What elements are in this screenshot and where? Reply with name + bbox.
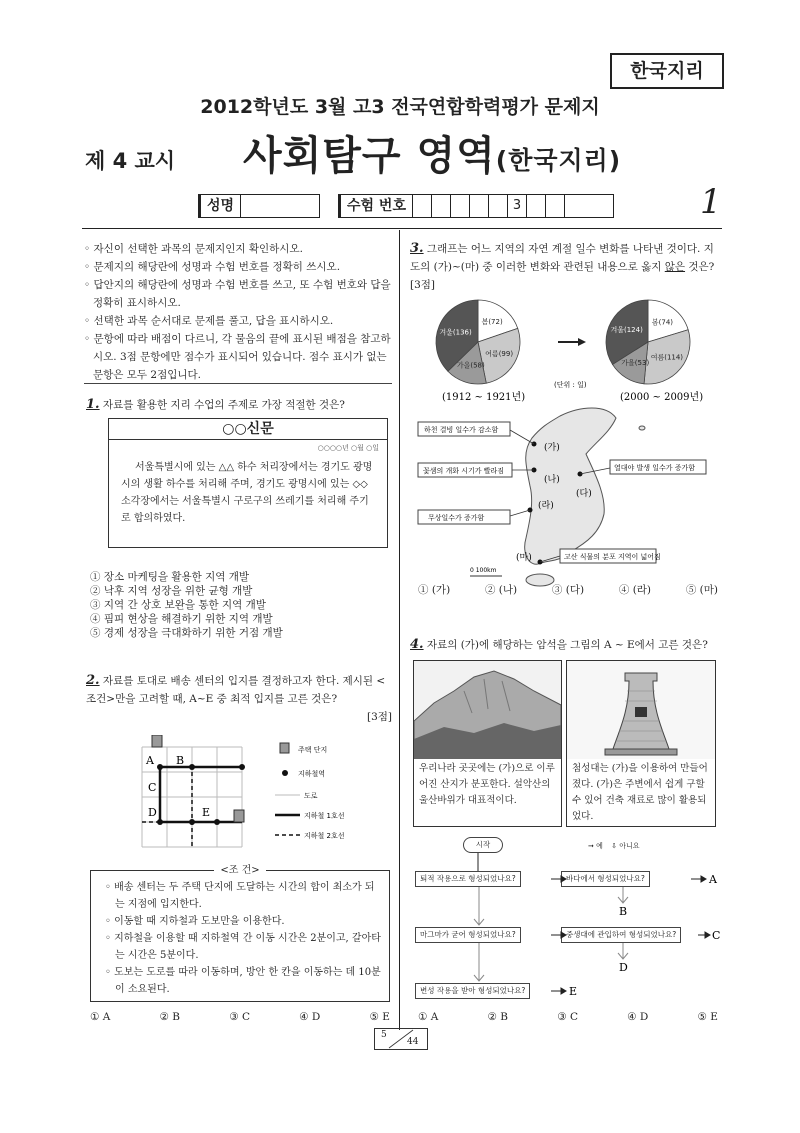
season-pie-charts: [420, 298, 720, 408]
pie-label: 여름(99): [485, 350, 514, 359]
pie-label: 봄(74): [651, 318, 674, 327]
mountain-illustration: [414, 661, 561, 759]
choice[interactable]: ⑤ E: [369, 1011, 390, 1023]
outcome-label: C: [712, 929, 721, 942]
flow-arrows: [413, 835, 723, 1005]
question-text: 그래프는 어느 지역의 자연 계절 일수 변화를 나타낸 것이다. 지도의 (가)~(마) 중 이러한 변화와 관련된 내용으로 옳지: [410, 243, 714, 273]
observatory-photo-panel: [566, 660, 716, 827]
pie-label: 가을(53): [621, 358, 650, 367]
name-label: 성명: [207, 198, 235, 214]
question-emphasis: 않은: [664, 261, 686, 273]
legend-label: 지하철 1호선: [304, 812, 345, 820]
exam-number-cell: [431, 195, 450, 217]
choice[interactable]: ① A: [90, 1011, 111, 1023]
choice[interactable]: ② B: [159, 1011, 180, 1023]
pie-label: 봄(72): [481, 318, 503, 327]
korea-map: [410, 402, 725, 597]
map-label: D: [148, 806, 157, 819]
legend-yes: 예: [596, 842, 603, 850]
exam-number-cell: [469, 195, 488, 217]
map-note: 하천 결빙 일수가 감소함: [424, 426, 499, 434]
flow-node: 퇴적 작용으로 형성되었나요?: [415, 871, 521, 887]
flow-start: 시작: [463, 837, 503, 853]
condition-item: ◦ 배송 센터는 두 주택 단지에 도달하는 시간의 합이 최소가 되는 지점에 입지한다.: [105, 882, 375, 910]
instruction-item: ◦ 선택한 과목 순서대로 문제를 풀고, 답을 표시하시오.: [84, 315, 334, 327]
choice[interactable]: ③ C: [229, 1011, 250, 1023]
legend-no: 아니요: [619, 842, 640, 850]
exam-number-cell: [450, 195, 469, 217]
condition-item: ◦ 이동할 때 지하철과 도보만을 이용한다.: [105, 916, 285, 927]
choice[interactable]: ① 장소 마케팅을 활용한 지역 개발: [90, 571, 250, 583]
question-4: [410, 636, 722, 654]
choice[interactable]: ③ 지역 간 상호 보완을 통한 지역 개발: [90, 599, 266, 611]
page-total: 44: [407, 1037, 419, 1047]
q4-choices: [418, 1010, 718, 1024]
question-text: 자료의 (가)에 해당하는 암석을 그림의 A ~ E에서 고른 것은?: [426, 639, 708, 651]
map-marker: (가): [544, 443, 560, 453]
question-text: 자료를 활용한 지리 수업의 주제로 가장 적절한 것은?: [102, 399, 345, 411]
map-label: A: [146, 754, 154, 767]
map-marker: (나): [544, 475, 560, 485]
instruction-item: ◦ 문항에 따라 배점이 다르니, 각 물음의 끝에 표시된 배점을 참고하시오. 3점 문항에만 점수가 표시되어 있습니다. 점수 표시가 없는 문항은 모두 2점입니다.: [84, 333, 391, 381]
choice[interactable]: ③ (다): [551, 584, 585, 596]
q3-choices: [418, 583, 718, 597]
name-cell: [240, 195, 319, 217]
exam-number-field: [338, 194, 614, 218]
legend-label: 지하철 2호선: [304, 832, 345, 840]
exam-number-cell: [526, 195, 545, 217]
flow-node: 바다에서 형성되었나요?: [561, 871, 650, 887]
instruction-item: ◦ 답안지의 해당란에 성명과 수험 번호를 쓰고, 또 수험 번호와 답을 정확히 표시하시오.: [84, 279, 391, 309]
condition-item: ◦ 도보는 도로를 따라 이동하며, 방안 한 칸을 이동하는 데 10분이 소요된다.: [105, 967, 381, 995]
observatory-caption: 첨성대는 (가)을 이용하여 만들어졌다. (가)은 주변에서 쉽게 구할 수 있어 건축 재료로 많이 활용되었다.: [572, 763, 708, 822]
map-note: 고산 식물의 분포 지역이 넓어짐: [564, 553, 661, 561]
choice[interactable]: ④ D: [627, 1011, 649, 1023]
flow-legend: ➞ 예 ⇩ 아니요: [588, 842, 640, 850]
exam-title: 2012학년도 3월 고3 전국연합학력평가 문제지: [200, 96, 600, 118]
pie-label: 가을(58): [456, 361, 485, 370]
q2-choices: [90, 1010, 390, 1024]
legend-housing-icon: [280, 743, 289, 753]
choice[interactable]: ① (가): [418, 584, 451, 596]
choice[interactable]: ⑤ 경제 성장을 극대화하기 위한 거점 개발: [90, 627, 283, 639]
q1-choices: [90, 570, 390, 640]
legend-label: 지하철역: [298, 770, 326, 778]
instructions: [84, 240, 392, 384]
scale-label: 0 100km: [470, 567, 497, 574]
instruction-item: ◦ 문제지의 해당란에 성명과 수험 번호를 정확히 쓰시오.: [84, 261, 341, 273]
choice[interactable]: ⑤ E: [697, 1011, 718, 1023]
map-marker: (라): [538, 501, 554, 511]
news-date: ○○○○년 ○월 ○일: [317, 444, 379, 452]
page-number: 1: [700, 182, 722, 222]
choice[interactable]: ④ (라): [618, 584, 652, 596]
name-field: [198, 194, 320, 218]
mountain-caption: 우리나라 곳곳에는 (가)으로 이루어진 산지가 분포한다. 설악산의 울산바위가 대표적이다.: [419, 763, 555, 806]
exam-number-label: 수험 번호: [347, 198, 406, 214]
conditions-box: [90, 865, 390, 1002]
question-number: 1.: [86, 397, 100, 412]
legend-label: 도로: [304, 792, 318, 800]
question-number: 4.: [410, 637, 424, 652]
page-current: 5: [381, 1030, 387, 1040]
legend-station-icon: [282, 770, 288, 776]
map-label: C: [148, 781, 157, 794]
pie-label: 여름(114): [650, 353, 684, 362]
choice[interactable]: ④ 핌피 현상을 해결하기 위한 지역 개발: [90, 613, 273, 625]
exam-number-cell: 3: [507, 195, 526, 217]
news-title: ○○신문: [109, 419, 387, 440]
flow-node: 마그마가 굳어 형성되었나요?: [415, 927, 521, 943]
map-note: 열대야 발생 일수가 증가함: [614, 464, 696, 472]
main-title-sub: (한국지리): [495, 146, 622, 175]
exam-number-cell: [545, 195, 564, 217]
news-body: 서울특별시에 있는 △△ 하수 처리장에서는 경기도 광명시의 생활 하수를 처리해 주며, 경기도 광명시에 있는 ◇◇ 소각장에서는 서울특별시 구로구의 쓰레기를 처리해 주기로 합의하였다.: [121, 462, 373, 524]
delivery-grid-map: [130, 735, 390, 857]
map-marker: (마): [516, 553, 532, 563]
map-note: 무상일수가 증가함: [428, 514, 485, 522]
pie-period: (1912 ~ 1921년): [442, 392, 526, 403]
pie-period: (2000 ~ 2009년): [620, 392, 704, 403]
mountain-photo-panel: [413, 660, 562, 827]
subway-line-1: [160, 767, 242, 822]
legend-label: 주택 단지: [298, 746, 328, 754]
map-label: B: [176, 754, 185, 767]
outcome-label: B: [619, 905, 628, 918]
conditions-title: <조 건>: [214, 865, 265, 876]
choice[interactable]: ④ D: [299, 1011, 321, 1023]
choice[interactable]: ② 낙후 지역 성장을 위한 균형 개발: [90, 585, 253, 597]
flow-node: 중생대에 관입하여 형성되었나요?: [561, 927, 681, 943]
choice[interactable]: ① A: [418, 1011, 439, 1023]
unit-label: (단위 : 일): [554, 381, 587, 389]
instruction-item: ◦ 자신이 선택한 과목의 문제지인지 확인하시오.: [84, 243, 303, 255]
question-text: 자료를 토대로 배송 센터의 입지를 결정하고자 한다. 제시된 <조건>만을 고려할 때, A~E 중 최적 입지를 고른 것은?: [86, 675, 386, 705]
question-1: [86, 396, 392, 414]
flow-node: 변성 작용을 받아 형성되었나요?: [415, 983, 530, 999]
arrow-head-icon: [578, 338, 586, 346]
choice[interactable]: ② (나): [484, 584, 518, 596]
ulleung-island: [639, 426, 645, 430]
question-3: [410, 240, 722, 294]
choice[interactable]: ③ C: [557, 1011, 578, 1023]
map-label: E: [202, 806, 211, 819]
column-divider: [399, 230, 400, 1030]
cheomseongdae-illustration: [567, 661, 715, 759]
newspaper-box: [108, 418, 388, 548]
peninsula-shape: [525, 408, 616, 564]
exam-number-cell: [564, 195, 583, 217]
exam-number-cell: [488, 195, 507, 217]
subject-box: 한국지리: [610, 53, 724, 89]
choice[interactable]: ⑤ (마): [685, 584, 718, 596]
question-2: [86, 672, 392, 726]
rock-flowchart: [413, 835, 723, 1005]
main-title-text: 사회탐구 영역: [243, 133, 496, 179]
question-number: 2.: [86, 673, 100, 688]
housing-complex-icon: [234, 810, 244, 822]
page-counter: [374, 1028, 428, 1050]
outcome-label: A: [709, 873, 717, 886]
pie-label: 겨울(136): [439, 328, 472, 337]
outcome-label: E: [569, 985, 578, 998]
question-text: 것은? [3점]: [410, 261, 715, 291]
header-rule: [82, 228, 722, 229]
question-number: 3.: [410, 241, 424, 256]
map-marker: (다): [576, 489, 592, 499]
period-label: 제 4 교시: [85, 149, 176, 173]
question-points: [3점]: [366, 711, 392, 723]
exam-number-cell: [412, 195, 431, 217]
condition-item: ◦ 지하철을 이용할 때 지하철역 간 이동 시간은 2분이고, 갈아타는 시간은 5분이다.: [105, 933, 381, 961]
page-title: [243, 124, 621, 181]
instructions-rule: [84, 383, 392, 384]
pie-label: 겨울(124): [610, 326, 643, 335]
outcome-label: D: [619, 961, 628, 974]
choice[interactable]: ② B: [487, 1011, 508, 1023]
map-note: 꽃샘의 개화 시기가 빨라짐: [423, 467, 505, 475]
housing-complex-icon: [152, 735, 162, 747]
